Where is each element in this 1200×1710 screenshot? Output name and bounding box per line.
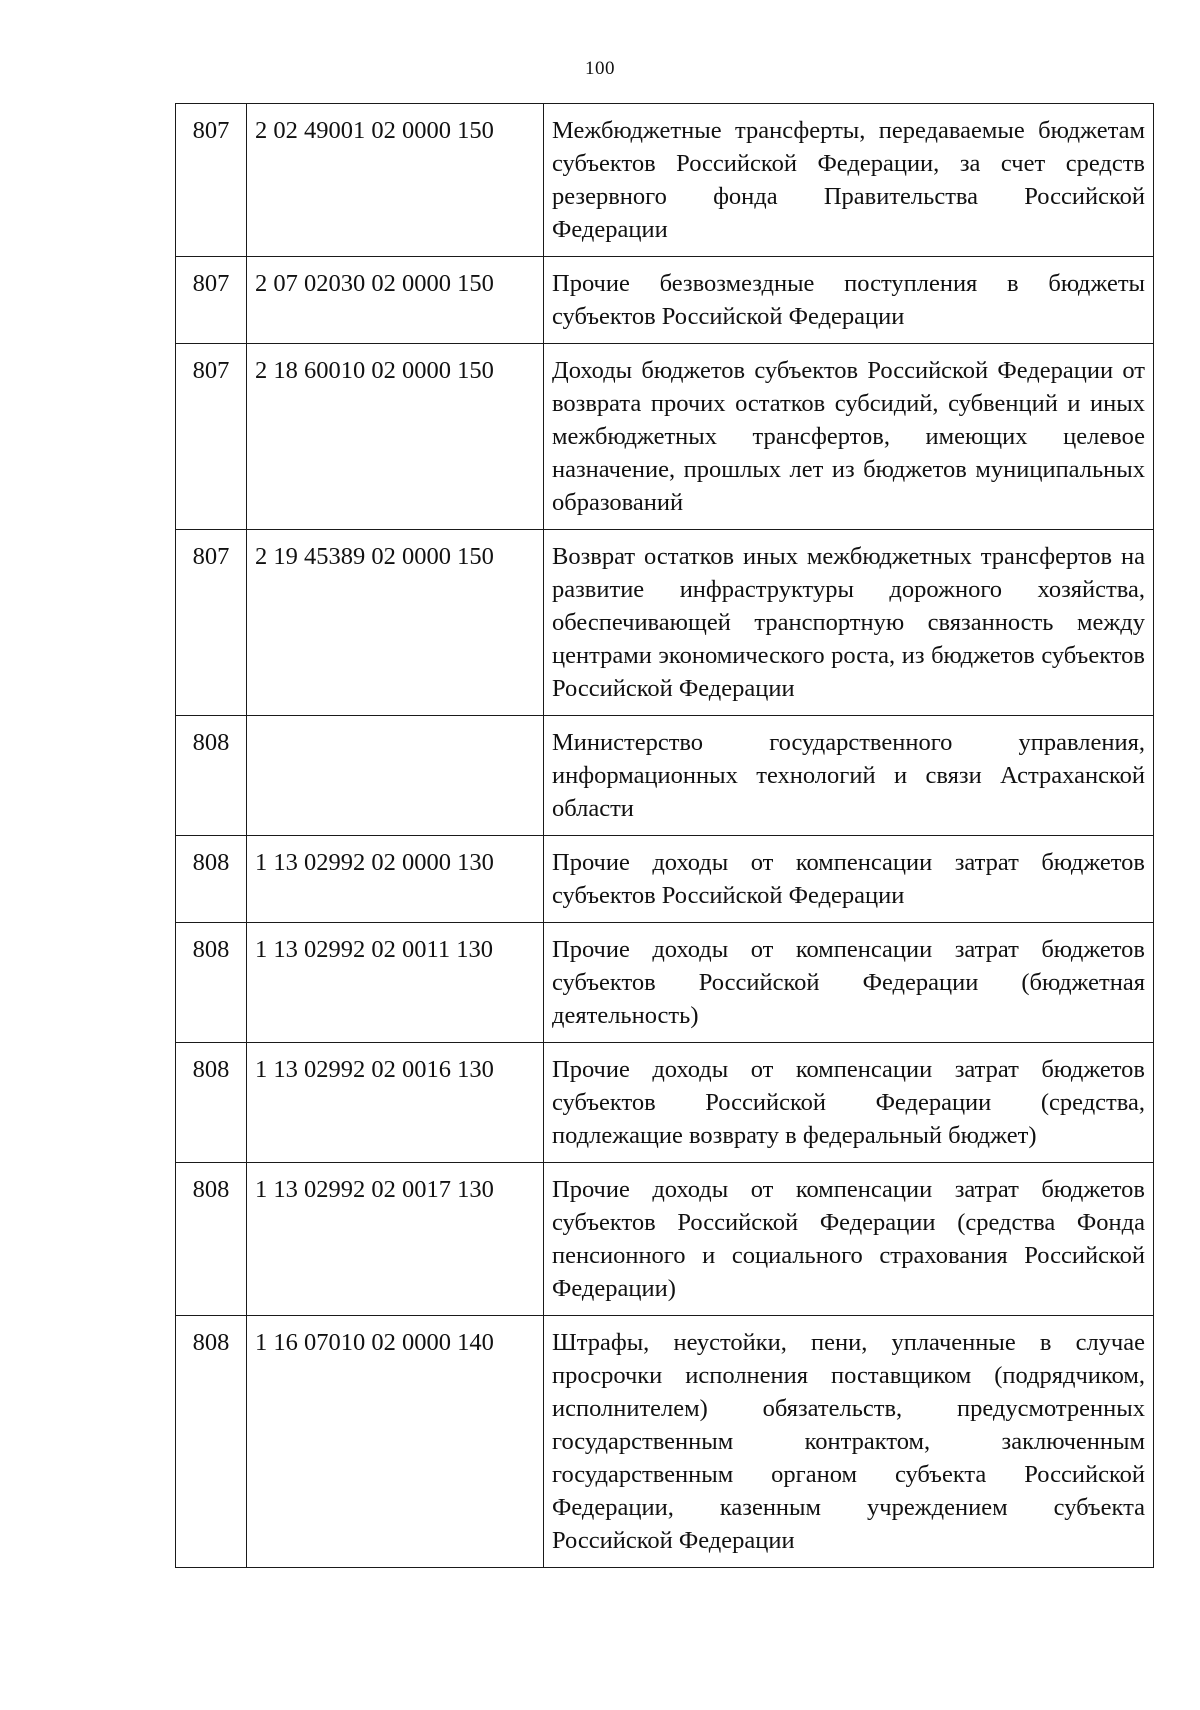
table-row <box>176 257 1154 344</box>
description-cell: Прочие доходы от компенсации затрат бюджетов субъектов Российской Федерации (средства Фонда пенсионного и социального страхования Российской Федерации) <box>544 1163 1154 1316</box>
budget-code-cell: 1 13 02992 02 0011 130 <box>247 923 544 1043</box>
table-row <box>176 530 1154 716</box>
table-row <box>176 104 1154 257</box>
budget-code-cell: 2 18 60010 02 0000 150 <box>247 344 544 530</box>
admin-code-cell: 807 <box>176 257 247 344</box>
admin-code-cell: 808 <box>176 923 247 1043</box>
table-row <box>176 344 1154 530</box>
table-row <box>176 716 1154 836</box>
admin-code-cell: 808 <box>176 1316 247 1568</box>
admin-code-cell: 808 <box>176 716 247 836</box>
description-cell: Министерство государственного управления, информационных технологий и связи Астраханской области <box>544 716 1154 836</box>
admin-code-cell: 808 <box>176 1163 247 1316</box>
table-row <box>176 1043 1154 1163</box>
budget-code-cell: 1 13 02992 02 0000 130 <box>247 836 544 923</box>
description-cell: Прочие доходы от компенсации затрат бюджетов субъектов Российской Федерации (средства, подлежащие возврату в федеральный бюджет) <box>544 1043 1154 1163</box>
description-cell: Возврат остатков иных межбюджетных трансфертов на развитие инфраструктуры дорожного хозяйства, обеспечивающей транспортную связанность между центрами экономического роста, из бюджетов субъектов Российской Федерации <box>544 530 1154 716</box>
description-cell: Прочие доходы от компенсации затрат бюджетов субъектов Российской Федерации (бюджетная деятельность) <box>544 923 1154 1043</box>
admin-code-cell: 807 <box>176 344 247 530</box>
table-row <box>176 1163 1154 1316</box>
table-row <box>176 836 1154 923</box>
table-row <box>176 1316 1154 1568</box>
budget-code-cell: 2 19 45389 02 0000 150 <box>247 530 544 716</box>
budget-code-cell: 1 13 02992 02 0016 130 <box>247 1043 544 1163</box>
revenue-codes-table <box>175 103 1154 1568</box>
page-number: 100 <box>585 58 615 79</box>
description-cell: Прочие доходы от компенсации затрат бюджетов субъектов Российской Федерации <box>544 836 1154 923</box>
description-cell: Прочие безвозмездные поступления в бюджеты субъектов Российской Федерации <box>544 257 1154 344</box>
description-cell: Межбюджетные трансферты, передаваемые бюджетам субъектов Российской Федерации, за счет средств резервного фонда Правительства Российской Федерации <box>544 104 1154 257</box>
budget-code-cell: 2 02 49001 02 0000 150 <box>247 104 544 257</box>
budget-code-cell: 1 16 07010 02 0000 140 <box>247 1316 544 1568</box>
description-cell: Доходы бюджетов субъектов Российской Федерации от возврата прочих остатков субсидий, субвенций и иных межбюджетных трансфертов, имеющих целевое назначение, прошлых лет из бюджетов муниципальных образований <box>544 344 1154 530</box>
budget-code-cell: 1 13 02992 02 0017 130 <box>247 1163 544 1316</box>
admin-code-cell: 808 <box>176 836 247 923</box>
table-row <box>176 923 1154 1043</box>
admin-code-cell: 807 <box>176 530 247 716</box>
budget-code-cell: 2 07 02030 02 0000 150 <box>247 257 544 344</box>
budget-code-cell <box>247 716 544 836</box>
admin-code-cell: 807 <box>176 104 247 257</box>
description-cell: Штрафы, неустойки, пени, уплаченные в случае просрочки исполнения поставщиком (подрядчиком, исполнителем) обязательств, предусмотренных государственным контрактом, заключенным государственным органом субъекта Российской Федерации, казенным учреждением субъекта Российской Федерации <box>544 1316 1154 1568</box>
admin-code-cell: 808 <box>176 1043 247 1163</box>
